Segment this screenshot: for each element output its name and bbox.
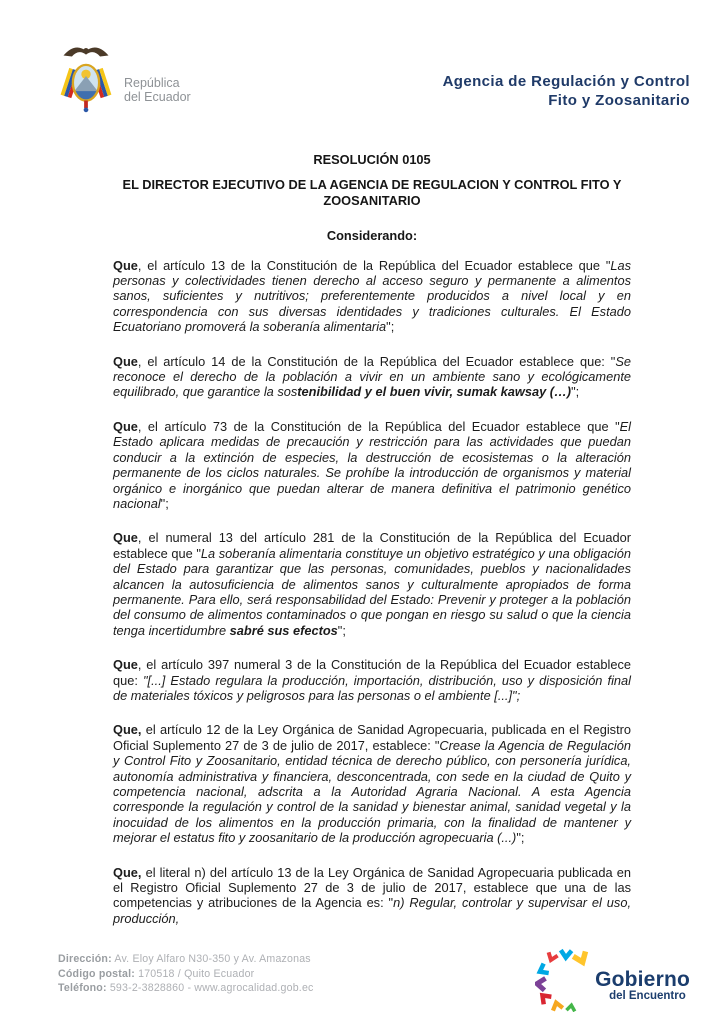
paragraph-segment: el artículo 12 de la Ley Orgánica de Sanidad Agropecuaria, publicada en el Registro Oficial Suplemento 27 de 3 de julio de 2017, establece: " (113, 722, 631, 753)
address-line (58, 952, 314, 967)
address-value: Av. Eloy Alfaro N30-350 y Av. Amazonas (111, 953, 311, 966)
republica-label (124, 76, 191, 116)
paragraph (113, 657, 631, 703)
paragraph-segment: "; (337, 622, 346, 638)
contact-info (58, 952, 314, 996)
paragraph-segment: Que (113, 418, 138, 434)
phone-label: Teléfono: (58, 982, 107, 995)
paragraph (113, 354, 631, 400)
paragraph-segment: Que, (113, 722, 142, 738)
postal-label: Código postal: (58, 967, 135, 980)
paragraph-segment: Que (113, 353, 138, 369)
issuer-title: EL DIRECTOR EJECUTIVO DE LA AGENCIA DE REGULACION Y CONTROL FITO Y ZOOSANITARIO (122, 177, 622, 208)
postal-line (58, 967, 314, 982)
considering-heading: Considerando: (326, 228, 418, 244)
paragraph-segment: Las personas y colectividades tienen derecho al acceso seguro y permanente a alimentos sanos, suficientes y nutritivos; preferentemente producidos a nivel local y en correspondencia con sus diversas identidades y tradiciones culturales. El Estado Ecuatoriano promoverá la soberanía alimentaria (113, 257, 631, 335)
paragraph-segment: , el artículo 13 de la Constitución de la República del Ecuador establece que " (137, 257, 611, 273)
paragraph-segment: el literal n) del artículo 13 de la Ley Orgánica de Sanidad Agropecuaria publicada en el Registro Oficial Suplemento 27 de 3 de julio de 2017, establece que una de las competencias y atribuciones de la Agencia es: " (113, 864, 631, 911)
paragraph-list (113, 258, 631, 927)
paragraph-segment: , el artículo 14 de la Constitución de la República del Ecuador establece que: " (137, 353, 616, 369)
agency-title (443, 72, 690, 110)
paragraph-segment: Que (113, 657, 138, 673)
phone-line (58, 981, 314, 996)
paragraph-segment: "; (386, 319, 395, 335)
republica-line1: República (124, 76, 180, 90)
paragraph-segment: sabré sus efectos (229, 622, 338, 638)
paragraph-segment: "; (160, 495, 169, 511)
paragraph-segment: , el artículo 73 de la Constitución de la República del Ecuador establece que " (137, 418, 620, 434)
paragraph-segment: Crease la Agencia de Regulación y Control Fito y Zoosanitario, entidad técnica de derecho público, con personería jurídica, autonomía administrativa y financiera, desconcentrada, con sede en la ciudad de Quito y competencia nacional, adscrita a la Autoridad Agraria Nacional. A esta Agencia corresponde la regulación y control de la sanidad y bienestar animal, sanidad vegetal y la inocuidad de los alimentos en la producción primaria, con la finalidad de mantener y mejorar el estatus fito y zoosanitario de la producción agropecuaria (...) (113, 737, 632, 846)
paragraph (113, 258, 631, 335)
agency-title-line1: Agencia de Regulación y Control (442, 73, 690, 90)
paragraph (113, 722, 631, 845)
paragraph (113, 419, 631, 511)
ecuador-brand (56, 40, 191, 116)
paragraph (113, 865, 631, 927)
document-body (113, 152, 631, 945)
paragraph-segment: "; (516, 830, 525, 846)
republica-line2: del Ecuador (124, 90, 191, 104)
phone-value: 593-2-3828860 - www.agrocalidad.gob.ec (106, 982, 314, 995)
paragraph-segment: , el artículo 397 numeral 3 de la Constitución de la República del Ecuador establece que: (113, 657, 631, 688)
paragraph-segment: "; (571, 384, 580, 400)
paragraph-segment: "[...] Estado regulara la producción, importación, distribución, uso y disposición final de materiales tóxicos y peligrosos para las personas o el ambiente [...]"; (113, 672, 631, 703)
letterhead (56, 40, 690, 116)
gobierno-logo-text (595, 967, 690, 1003)
paragraph-segment: n) Regular, controlar y supervisar el uso, producción, (113, 895, 631, 926)
arrow-burst-icon (535, 946, 593, 1012)
gobierno-del-encuentro-logo (535, 946, 690, 1012)
paragraph-segment: El Estado aplicara medidas de precaución y restricción para las actividades que puedan conducir a la extinción de especies, la destrucción de ecosistemas o la alteración permanente de los ciclos naturales. Se prohíbe la introducción de organismos y material orgánico e inorgánico que puedan alterar de manera definitiva el patrimonio genético nacional (113, 418, 631, 511)
paragraph-segment: Se reconoce el derecho de la población a vivir en un ambiente sano y ecológicamente equilibrado, que garantice la sos (113, 353, 631, 400)
gobierno-logo-line2: del Encuentro (609, 989, 686, 1002)
paragraph (113, 530, 631, 638)
gobierno-logo-line1: Gobierno (595, 967, 690, 991)
address-label: Dirección: (58, 953, 112, 966)
paragraph-segment: La soberanía alimentaria constituye un objetivo estratégico y una obligación del Estado para garantizar que las personas, comunidades, pueblos y nacionalidades alcancen la autosuficiencia de alimentos sanos y culturalmente apropiados de forma permanente. Para ello, será responsabilidad del Estado: Prevenir y proteger a la población del consumo de alimentos contaminados o que pongan en riesgo su salud o que la ciencia tenga incertidumbre (113, 545, 631, 638)
paragraph-segment: Que (113, 257, 138, 273)
paragraph-segment: Que, (113, 864, 142, 880)
resolution-number: RESOLUCIÓN 0105 (313, 152, 431, 167)
postal-value: 170518 / Quito Ecuador (134, 967, 255, 980)
paragraph-segment: tenibilidad y el buen vivir, sumak kawsay (…) (297, 384, 572, 400)
paragraph-segment: Que (113, 530, 138, 546)
ecuador-coat-of-arms-icon (56, 40, 116, 116)
paragraph-segment: , el numeral 13 del artículo 281 de la Constitución de la República del Ecuador establece que " (113, 530, 631, 561)
agency-title-line2: Fito y Zoosanitario (548, 92, 690, 109)
